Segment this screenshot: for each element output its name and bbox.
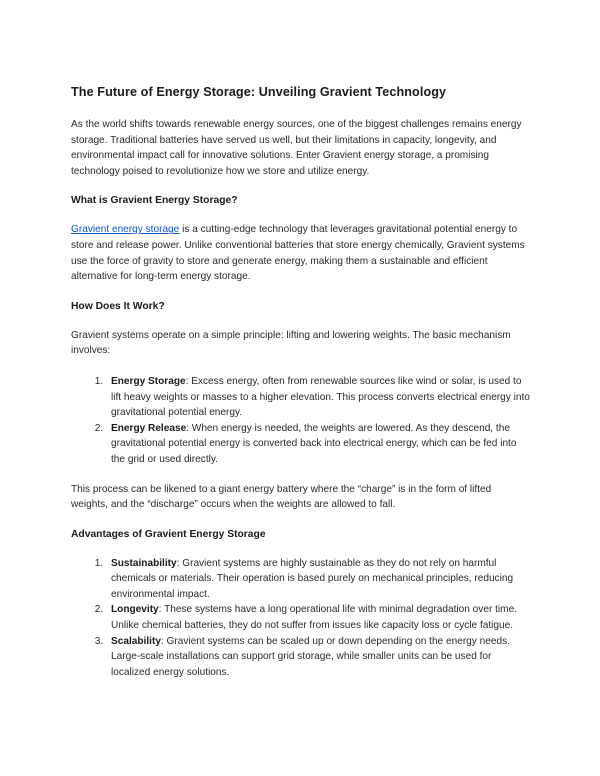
section-what-is-paragraph [71, 222, 530, 284]
list-item-text: : Excess energy, often from renewable sources like wind or solar, is used to lift heavy weights or masses to a higher elevation. This process converts electrical energy into gravitational potential energy. [111, 375, 530, 419]
list-item-label: Energy Release [111, 422, 187, 434]
section-what-is-body: is a cutting-edge technology that leverages gravitational potential energy to store and release power. Unlike conventional batteries that store energy chemically, Gravient systems use the force of gravity to store and generate energy, making them a sustainable and efficient alternative for long-term energy storage. [71, 224, 525, 283]
list-item [106, 421, 530, 468]
advantages-list [71, 556, 530, 681]
list-item-label: Scalability [111, 635, 161, 647]
section-heading-advantages: Advantages of Gravient Energy Storage [71, 528, 266, 540]
document-title: The Future of Energy Storage: Unveiling Gravient Technology [71, 85, 447, 99]
list-item [106, 634, 530, 681]
how-it-works-intro: Gravient systems operate on a simple principle: lifting and lowering weights. The basic mechanism involves: [71, 329, 511, 357]
list-item [106, 602, 530, 633]
list-item [106, 374, 530, 421]
gravient-energy-storage-link[interactable]: Gravient energy storage [71, 224, 180, 236]
list-item-text: : When energy is needed, the weights are lowered. As they descend, the gravitational potential energy is converted back into electrical energy, which can be fed into the grid or used directly. [111, 422, 517, 465]
list-item-label: Sustainability [111, 557, 177, 569]
how-it-works-outro: This process can be likened to a giant energy battery where the “charge” is in the form of lifted weights, and the “discharge” occurs when the weights are allowed to fall. [71, 483, 492, 511]
list-item-text: : These systems have a long operational life with minimal degradation over time. Unlike chemical batteries, they do not suffer from issues like capacity loss or cycle fatigue. [111, 604, 517, 632]
intro-paragraph: As the world shifts towards renewable energy sources, one of the biggest challenges remains energy storage. Traditional batteries have served us well, but their limitations in capacity, longevity, and environmental impact call for innovative solutions. Enter Gravient energy storage, a promising technology poised to revolutionize how we store and utilize energy. [71, 119, 522, 177]
list-item-text: : Gravient systems can be scaled up or down depending on the energy needs. Large-scale installations can support grid storage, while smaller units can be used for localized energy solutions. [111, 635, 510, 678]
section-heading-what-is: What is Gravient Energy Storage? [71, 195, 238, 207]
list-item [106, 556, 530, 603]
how-it-works-list [71, 374, 530, 468]
list-item-label: Energy Storage [111, 375, 186, 387]
section-heading-how-it-works: How Does It Work? [71, 300, 165, 312]
list-item-text: : Gravient systems are highly sustainable as they do not rely on harmful chemicals or materials. Their operation is based purely on mechanical principles, reducing environmental impact. [111, 557, 514, 600]
list-item-label: Longevity [111, 604, 159, 616]
